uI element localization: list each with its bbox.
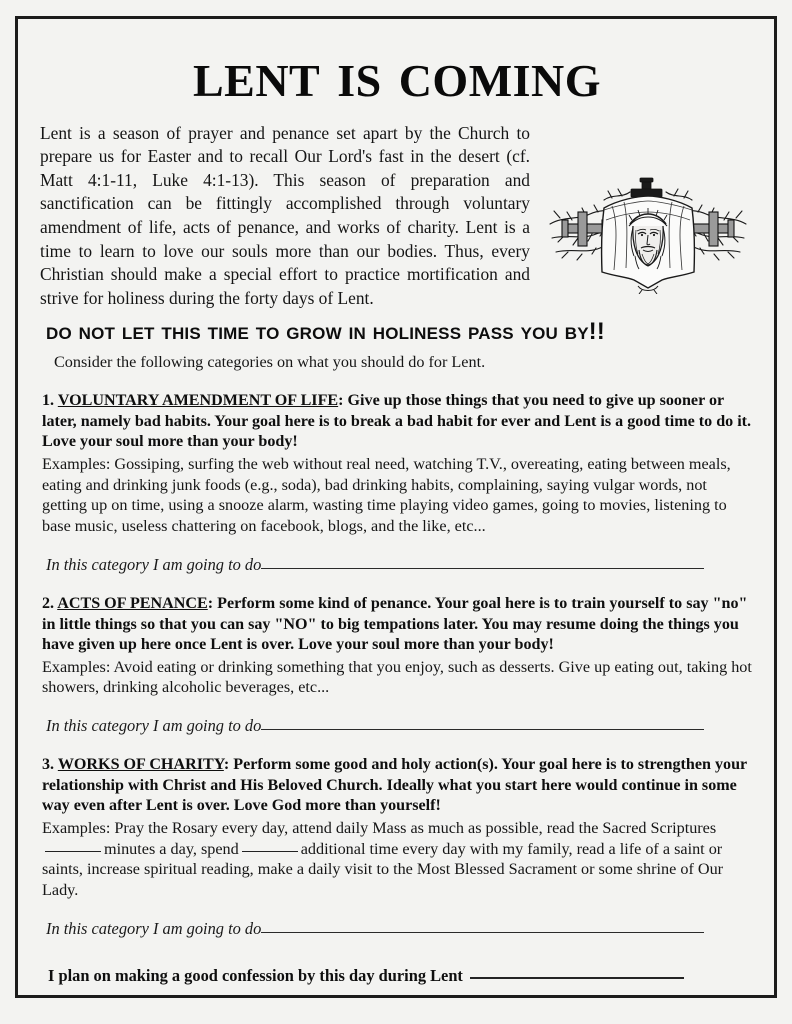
confession-label: I plan on making a good confession by this day during Lent [48,966,463,986]
consider-instruction: Consider the following categories on what you should do for Lent. [54,353,486,372]
section-colon: : [207,595,214,613]
section-works-of-charity [40,755,754,939]
section-category-title: ACTS OF PENANCE [57,595,208,613]
fillin-line[interactable] [46,716,754,736]
fillin-label: In this category I am going to do [46,716,262,736]
examples-text-part3: additional time every day with my family, read a life of a saint or saints, increase spiritual reading, make a daily visit to the Most Blessed Sacrament or some shrine of Our Lady. [42,839,724,900]
fillin-label: In this category I am going to do [46,555,262,575]
examples-label: Examples: [42,454,111,473]
page-title: lent is coming [192,38,602,111]
section-number: 2. [42,595,55,613]
section-category-title: WORKS OF CHARITY [57,756,224,774]
confession-date-rule[interactable] [470,977,684,979]
examples-blank-minutes[interactable] [45,851,101,852]
section-examples [42,657,754,699]
fillin-label: In this category I am going to do [46,919,262,939]
examples-label: Examples: [42,657,111,676]
fillin-rule[interactable] [261,568,704,569]
page-content [40,29,754,987]
section-lead-text: Perform some kind of penance. Your goal here is to train yourself to say "no" in little things so that you can say "NO" to big tempations later. You may resume doing the things you have given up here once Lent is over. Love your soul more than your body! [42,595,748,654]
banner-heading: do not let this time to grow in holiness pass you by!! [46,319,605,346]
page-border-frame [15,16,777,998]
fillin-line[interactable] [46,555,754,575]
section-lead-text: Give up those things that you need to give up sooner or later, namely bad habits. Your goal here is to break a bad habit for ever and Lent is a good time to do it. Love your soul more than your body! [42,392,752,451]
section-acts-of-penance [40,594,754,736]
section-lead [42,755,754,817]
section-lead [42,594,754,656]
fillin-line[interactable] [46,919,754,939]
section-examples [42,454,754,537]
examples-text: Avoid eating or drinking something that you enjoy, such as desserts. Give up eating out, taking hot showers, drinking alcoholic beverages, etc... [42,657,752,697]
examples-text-part2: minutes a day, spend [104,839,239,858]
examples-text: Gossiping, surfing the web without real need, watching T.V., overeating, eating between meals, eating and drinking junk foods (e.g., soda), bad drinking habits, complaining, saying vulgar words, not getting up on time, using a snooze alarm, wasting time playing video games, going to movies, listening to base music, useless chattering on facebook, blogs, and the like, etc... [42,454,731,536]
section-colon: : [223,756,230,774]
section-colon: : [338,392,344,410]
section-category-title: VOLUNTARY AMENDMENT OF LIFE [57,392,339,410]
holy-face-veil-illustration [542,176,754,294]
section-number: 3. [42,756,55,774]
section-examples [42,818,754,901]
section-lead-text: Perform some good and holy action(s). Your goal here is to strengthen your relationship with Christ and His Beloved Church. Ideally what you start here would continue in some way even after Lent is over. Love God more than yourself! [42,756,747,815]
section-voluntary-amendment-of-life [40,391,754,575]
fillin-rule[interactable] [261,932,704,933]
examples-text-part1: Pray the Rosary every day, attend daily Mass as much as possible, read the Sacred Scriptures [114,818,717,837]
examples-blank-time[interactable] [242,851,298,852]
section-lead [42,391,754,453]
confession-line[interactable] [48,966,754,986]
intro-block [40,122,754,311]
intro-paragraph: Lent is a season of prayer and penance set apart by the Church to prepare us for Easter and to recall Our Lord's fast in the desert (cf. Matt 4:1-11, Luke 4:1-13). This season of preparation and sanctification can be fittingly accomplished through voluntary amendment of life, acts of penance, and works of charity. Lent is a time to learn to love our souls more than our bodies. Thus, every Christian should make a special effort to practice mortification and strive for holiness during the forty days of Lent. [40,122,530,308]
examples-label: Examples: [42,818,111,837]
section-number: 1. [42,392,55,410]
fillin-rule[interactable] [261,729,704,730]
